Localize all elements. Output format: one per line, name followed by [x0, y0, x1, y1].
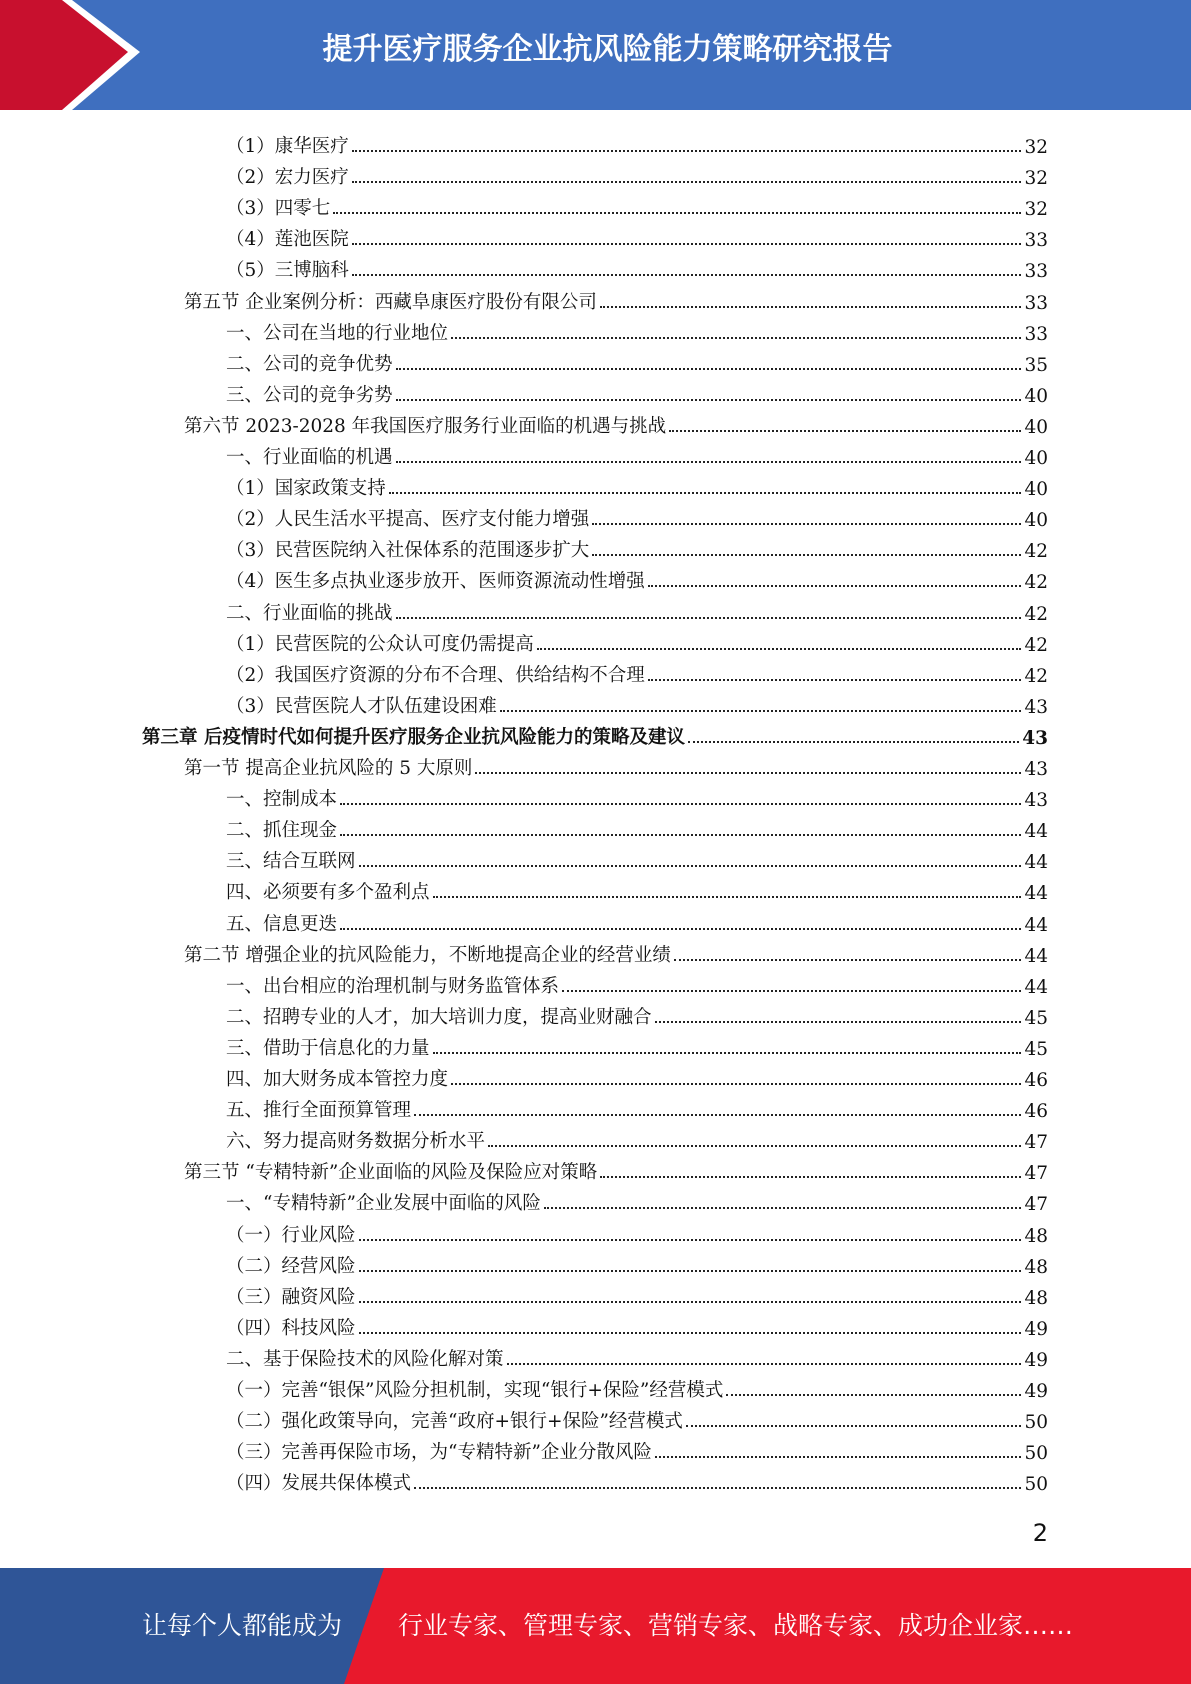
toc-dot-leader — [655, 1021, 1022, 1023]
toc-entry[interactable] — [226, 189, 1048, 220]
toc-dot-leader — [488, 1145, 1021, 1147]
toc-entry[interactable] — [226, 1340, 1048, 1371]
toc-dot-leader — [648, 679, 1022, 681]
toc-entry-title: 一、公司在当地的行业地位 — [226, 322, 449, 344]
toc-entry[interactable] — [226, 1122, 1048, 1153]
toc-dot-leader — [352, 274, 1022, 276]
toc-entry-title: 第二节 增强企业的抗风险能力，不断地提高企业的经营业绩 — [184, 944, 671, 966]
toc-entry-page: 42 — [1024, 541, 1048, 563]
toc-dot-leader — [726, 1394, 1021, 1396]
toc-entry-title: 一、控制成本 — [226, 789, 338, 811]
toc-dot-leader — [592, 554, 1021, 556]
toc-dot-leader — [433, 1052, 1022, 1054]
toc-dot-leader — [688, 741, 1019, 743]
toc-dot-leader — [562, 990, 1021, 992]
toc-dot-leader — [674, 959, 1022, 961]
toc-entry[interactable] — [226, 376, 1048, 407]
toc-entry[interactable] — [226, 1464, 1048, 1495]
toc-dot-leader — [433, 896, 1022, 898]
toc-entry-title: 二、行业面临的挑战 — [226, 602, 393, 624]
toc-entry[interactable] — [226, 905, 1048, 936]
toc-entry[interactable] — [226, 251, 1048, 282]
toc-entry[interactable] — [226, 1433, 1048, 1464]
footer-slogan-right: 行业专家、管理专家、营销专家、战略专家、成功企业家…… — [398, 1611, 1074, 1640]
page-number: 2 — [1032, 1519, 1048, 1547]
toc-entry-page: 42 — [1024, 665, 1048, 687]
toc-entry-title: （三）完善再保险市场，为“专精特新”企业分散风险 — [226, 1442, 652, 1464]
toc-dot-leader — [507, 1363, 1022, 1365]
toc-entry[interactable] — [226, 500, 1048, 531]
toc-entry-page: 40 — [1024, 385, 1048, 407]
toc-entry-title: 第六节 2023-2028 年我国医疗服务行业面临的机遇与挑战 — [184, 415, 667, 437]
toc-entry[interactable] — [226, 345, 1048, 376]
toc-entry-page: 47 — [1024, 1194, 1048, 1216]
toc-entry-page: 47 — [1024, 1163, 1048, 1185]
toc-entry[interactable] — [184, 283, 1048, 314]
toc-entry-title: 第一节 提高企业抗风险的 5 大原则 — [184, 758, 473, 779]
toc-dot-leader — [475, 772, 1021, 774]
toc-dot-leader — [600, 1176, 1021, 1178]
toc-entry-title: 三、结合互联网 — [226, 851, 356, 873]
toc-entry-page: 32 — [1024, 137, 1048, 158]
toc-entry-page: 44 — [1024, 976, 1048, 998]
toc-entry[interactable] — [226, 438, 1048, 469]
toc-entry-title: （一）行业风险 — [226, 1224, 356, 1246]
toc-dot-leader — [396, 368, 1022, 370]
toc-entry-title: 三、借助于信息化的力量 — [226, 1037, 430, 1059]
toc-entry-page: 42 — [1024, 603, 1048, 625]
toc-entry[interactable] — [226, 562, 1048, 593]
header-title: 提升医疗服务企业抗风险能力策略研究报告 — [322, 32, 893, 67]
toc-entry-page: 49 — [1024, 1318, 1048, 1340]
toc-dot-leader — [333, 212, 1021, 214]
toc-entry-page: 44 — [1024, 945, 1048, 967]
toc-entry[interactable] — [226, 967, 1048, 998]
toc-dot-leader — [359, 865, 1022, 867]
toc-entry-title: （1）康华医疗 — [226, 136, 349, 157]
toc-entry-title: 四、加大财务成本管控力度 — [226, 1069, 449, 1090]
toc-entry-page: 40 — [1024, 510, 1048, 532]
toc-entry[interactable] — [184, 407, 1048, 438]
toc-dot-leader — [396, 617, 1022, 619]
toc-entry-title: （5）三博脑科 — [226, 260, 349, 282]
toc-dot-leader — [359, 1301, 1022, 1303]
toc-entry-page: 42 — [1024, 634, 1048, 656]
toc-entry-page: 33 — [1024, 261, 1048, 283]
toc-entry[interactable] — [226, 1029, 1048, 1060]
toc-entry-title: （2）宏力医疗 — [226, 167, 349, 189]
toc-entry[interactable] — [226, 998, 1048, 1029]
toc-entry-page: 35 — [1024, 354, 1048, 376]
toc-entry[interactable] — [226, 1184, 1048, 1215]
toc-dot-leader — [686, 1425, 1022, 1427]
toc-entry-page: 40 — [1024, 416, 1048, 438]
toc-entry-page: 45 — [1024, 1038, 1048, 1060]
toc-entry-page: 50 — [1024, 1474, 1048, 1496]
toc-dot-leader — [592, 523, 1021, 525]
toc-entry-title: 四、必须要有多个盈利点 — [226, 882, 430, 904]
toc-entry-page: 45 — [1024, 1007, 1048, 1029]
toc-entry-title: （一）完善“银保”风险分担机制，实现“银行+保险”经营模式 — [226, 1380, 724, 1401]
toc-entry[interactable] — [226, 1278, 1048, 1309]
toc-entry[interactable] — [226, 594, 1048, 625]
toc-entry-title: （3）民营医院纳入社保体系的范围逐步扩大 — [226, 540, 590, 562]
toc-entry[interactable] — [184, 936, 1048, 967]
footer-slogan-left: 让每个人都能成为 — [142, 1611, 343, 1640]
toc-entry[interactable] — [226, 1060, 1048, 1091]
toc-entry-page: 43 — [1024, 759, 1048, 780]
toc-entry[interactable] — [226, 1371, 1048, 1402]
toc-dot-leader — [451, 337, 1021, 339]
toc-dot-leader — [352, 181, 1022, 183]
toc-dot-leader — [396, 461, 1022, 463]
toc-entry-title: 一、行业面临的机遇 — [226, 447, 393, 468]
toc-dot-leader — [451, 1083, 1021, 1085]
toc-entry-title: 一、“专精特新”企业发展中面临的风险 — [226, 1193, 541, 1215]
toc-entry-title: 二、基于保险技术的风险化解对策 — [226, 1348, 504, 1370]
toc-dot-leader — [544, 1207, 1022, 1209]
toc-entry-title: 五、推行全面预算管理 — [226, 1100, 412, 1122]
toc-entry-title: 二、抓住现金 — [226, 820, 338, 842]
toc-entry[interactable] — [226, 158, 1048, 189]
toc-dot-leader — [359, 1332, 1022, 1334]
toc-entry-title: 二、招聘专业的人才，加大培训力度，提高业财融合 — [226, 1006, 652, 1028]
toc-entry-title: （1）国家政策支持 — [226, 478, 386, 500]
toc-entry-title: 五、信息更迭 — [226, 913, 338, 935]
toc-dot-leader — [352, 243, 1022, 245]
toc-entry-page: 33 — [1024, 323, 1048, 345]
toc-entry[interactable] — [226, 625, 1048, 656]
toc-dot-leader — [669, 430, 1021, 432]
toc-entry-title: 二、公司的竞争优势 — [226, 353, 393, 375]
toc-entry[interactable] — [142, 718, 1048, 749]
toc-entry-title: （3）四零七 — [226, 198, 331, 220]
toc-dot-leader — [655, 1456, 1022, 1458]
toc-entry-title: 六、努力提高财务数据分析水平 — [226, 1131, 486, 1153]
toc-entry-title: （2）我国医疗资源的分布不合理、供给结构不合理 — [226, 664, 645, 686]
toc-entry-title: 第三章 后疫情时代如何提升医疗服务企业抗风险能力的策略及建议 — [142, 726, 685, 748]
toc-entry[interactable] — [226, 469, 1048, 500]
toc-entry-title: （四）发展共保体模式 — [226, 1473, 412, 1495]
toc-entry-page: 40 — [1024, 479, 1048, 501]
toc-entry[interactable] — [184, 1153, 1048, 1184]
toc-dot-leader — [500, 710, 1022, 712]
toc-entry-page: 46 — [1024, 1101, 1048, 1123]
toc-entry[interactable] — [226, 314, 1048, 345]
toc-entry[interactable] — [226, 687, 1048, 718]
toc-entry-title: （二）经营风险 — [226, 1255, 356, 1277]
toc-entry-page: 33 — [1024, 230, 1048, 252]
toc-entry[interactable] — [226, 1216, 1048, 1247]
toc-entry-page: 42 — [1024, 572, 1048, 594]
toc-dot-leader — [396, 399, 1022, 401]
toc-dot-leader — [359, 1270, 1022, 1272]
toc-entry-page: 44 — [1024, 883, 1048, 905]
toc-dot-leader — [340, 834, 1021, 836]
toc-entry-title: （4）医生多点执业逐步放开、医师资源流动性增强 — [226, 571, 645, 593]
toc-entry-page: 43 — [1024, 696, 1048, 718]
toc-entry-page: 32 — [1024, 168, 1048, 190]
toc-entry-title: （三）融资风险 — [226, 1286, 356, 1308]
toc-entry[interactable] — [226, 811, 1048, 842]
toc-entry[interactable] — [226, 220, 1048, 251]
toc-entry-title: 一、出台相应的治理机制与财务监管体系 — [226, 975, 560, 997]
toc-entry-page: 32 — [1024, 199, 1048, 221]
toc-entry-title: （1）民营医院的公众认可度仍需提高 — [226, 633, 534, 655]
toc-entry-title: （2）人民生活水平提高、医疗支付能力增强 — [226, 509, 590, 531]
toc-entry[interactable] — [226, 1247, 1048, 1278]
toc-entry[interactable] — [226, 1402, 1048, 1433]
page-footer — [0, 1568, 1191, 1684]
toc-entry[interactable] — [226, 1091, 1048, 1122]
toc-entry-page: 47 — [1024, 1132, 1048, 1154]
toc-entry-page: 48 — [1024, 1287, 1048, 1309]
toc-entry-title: （3）民营医院人才队伍建设困难 — [226, 695, 497, 717]
toc-entry[interactable] — [226, 127, 1048, 158]
toc-dot-leader — [648, 585, 1022, 587]
toc-entry-page: 49 — [1024, 1381, 1048, 1402]
toc-entry[interactable] — [226, 656, 1048, 687]
toc-entry[interactable] — [184, 749, 1048, 780]
toc-entry-title: 第三节 “专精特新”企业面临的风险及保险应对策略 — [184, 1162, 598, 1184]
toc-entry-page: 44 — [1024, 852, 1048, 874]
toc-entry-page: 50 — [1024, 1443, 1048, 1465]
toc-entry-title: （二）强化政策导向，完善“政府+银行+保险”经营模式 — [226, 1411, 683, 1433]
toc-entry[interactable] — [226, 531, 1048, 562]
toc-entry[interactable] — [226, 873, 1048, 904]
toc-entry-page: 44 — [1024, 821, 1048, 843]
page-header — [0, 0, 1191, 110]
toc-entry-page: 48 — [1024, 1225, 1048, 1247]
toc-entry-title: 第五节 企业案例分析：西藏阜康医疗股份有限公司 — [184, 291, 597, 313]
toc-entry-page: 50 — [1024, 1412, 1048, 1434]
toc-dot-leader — [352, 150, 1022, 152]
toc-dot-leader — [414, 1487, 1021, 1489]
toc-entry[interactable] — [226, 780, 1048, 811]
toc-dot-leader — [537, 648, 1022, 650]
toc-entry-page: 46 — [1024, 1070, 1048, 1091]
toc-dot-leader — [359, 1239, 1022, 1241]
toc-entry-page: 48 — [1024, 1256, 1048, 1278]
toc-entry-title: （4）莲池医院 — [226, 229, 349, 251]
toc-entry-page: 43 — [1022, 727, 1048, 749]
toc-entry-page: 33 — [1024, 292, 1048, 314]
toc-dot-leader — [340, 803, 1021, 805]
toc-dot-leader — [389, 492, 1022, 494]
toc-entry[interactable] — [226, 1309, 1048, 1340]
toc-entry-title: 三、公司的竞争劣势 — [226, 384, 393, 406]
toc-entry[interactable] — [226, 842, 1048, 873]
toc-dot-leader — [340, 928, 1021, 930]
toc-entry-page: 43 — [1024, 790, 1048, 812]
toc-dot-leader — [600, 306, 1022, 308]
toc-entry-title: （四）科技风险 — [226, 1317, 356, 1339]
toc-dot-leader — [414, 1114, 1021, 1116]
toc-entry-page: 40 — [1024, 448, 1048, 469]
toc-entry-page: 44 — [1024, 914, 1048, 936]
toc-entry-page: 49 — [1024, 1349, 1048, 1371]
